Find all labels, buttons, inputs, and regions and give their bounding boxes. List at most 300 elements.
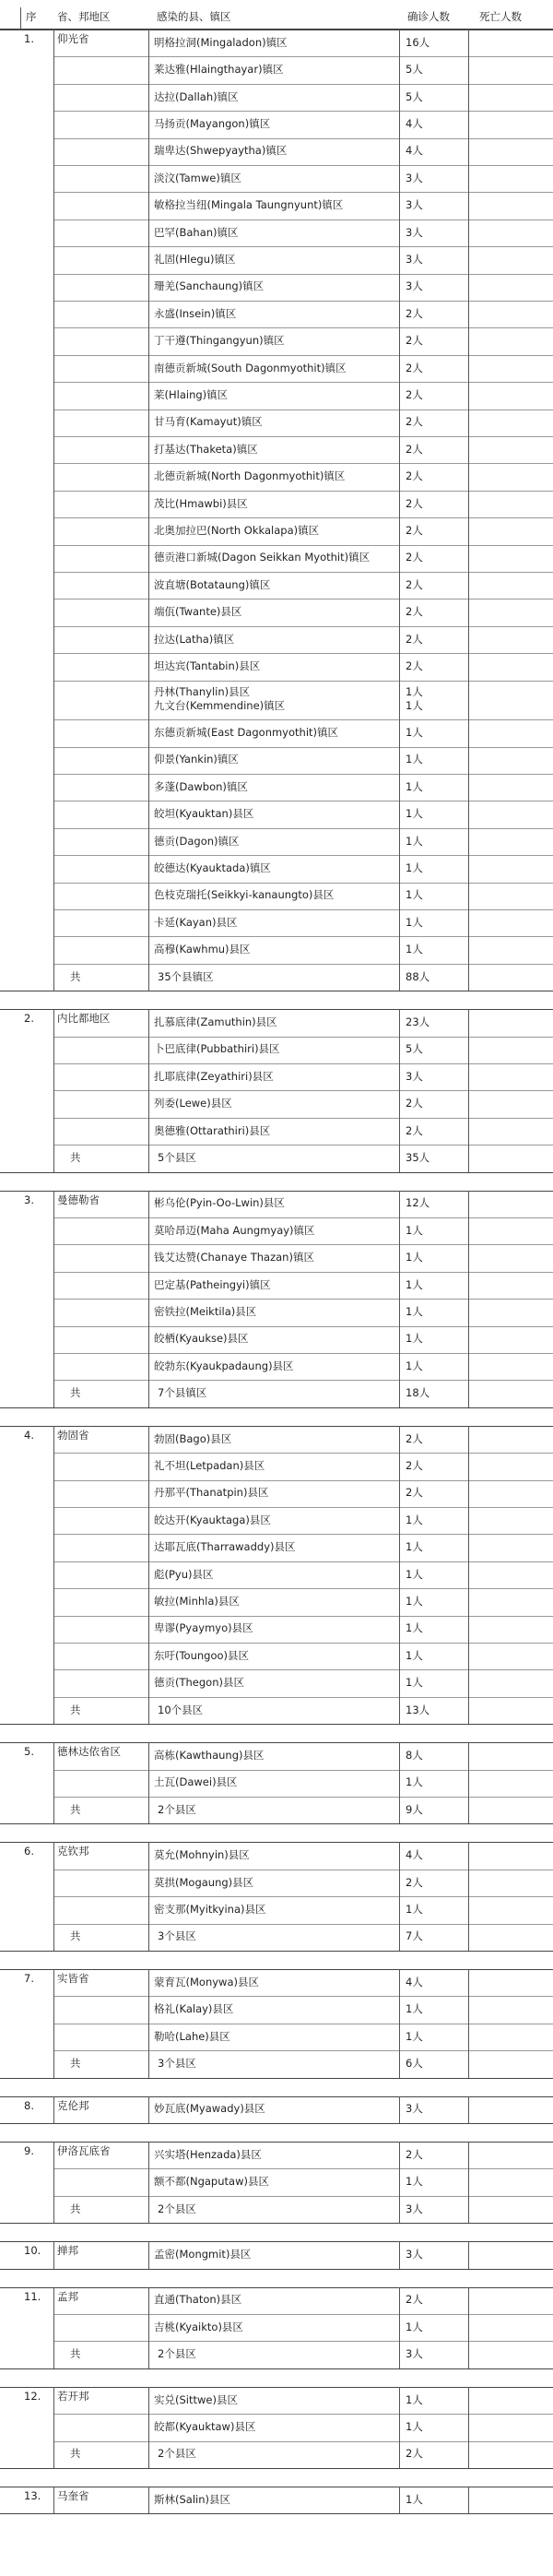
confirmed-count: 2人 <box>406 633 423 646</box>
row-divider <box>53 545 553 546</box>
row-divider <box>53 681 553 682</box>
township-name: 皎都(Kyauktaw)县区 <box>154 2420 256 2433</box>
group-bottom-border <box>0 2078 553 2079</box>
confirmed-count: 3人 <box>406 2248 423 2261</box>
column-divider <box>399 1426 400 1724</box>
group-total-count: 2个县区 <box>158 2448 196 2461</box>
row-divider <box>53 1924 553 1925</box>
confirmed-count: 4人 <box>406 145 423 158</box>
group-seq: 3. <box>24 1193 34 1206</box>
township-name: 色枝克瑞托(Seikkyi-kanaungto)县区 <box>154 889 335 902</box>
column-divider <box>53 2387 54 2468</box>
row-divider <box>53 828 553 829</box>
confirmed-count: 2人 <box>406 2148 423 2161</box>
group-region: 掸邦 <box>57 2245 78 2258</box>
township-name: 扎慕底律(Zamuthin)县区 <box>154 1015 277 1028</box>
group-total-count: 3个县区 <box>158 2057 196 2070</box>
township-name: 皎德达(Kyauktada)镇区 <box>154 861 271 874</box>
township-name: 明格拉洞(Mingaladon)镇区 <box>154 36 288 49</box>
group-total-count: 2个县区 <box>158 1803 196 1816</box>
group-region: 伊洛瓦底省 <box>57 2145 111 2158</box>
confirmed-count: 1人 <box>406 808 423 821</box>
group-total-confirmed: 7人 <box>406 1930 423 1943</box>
confirmed-count: 3人 <box>406 199 423 212</box>
township-name: 永盛(Insein)镇区 <box>154 307 237 320</box>
group-bottom-border <box>0 2223 553 2224</box>
confirmed-count: 5人 <box>406 90 423 103</box>
group-seq: 2. <box>24 1013 34 1026</box>
confirmed-count: 12人 <box>406 1197 430 1210</box>
group-total-label: 共 <box>70 1703 81 1716</box>
group-bottom-border <box>0 1172 553 1173</box>
row-divider <box>53 56 553 57</box>
column-divider <box>468 2487 469 2513</box>
township-name: 实兑(Sittwe)县区 <box>154 2393 238 2406</box>
row-divider <box>53 1453 553 1454</box>
township-name: 东德贡新城(East Dagonmyothit)镇区 <box>154 726 339 739</box>
group-seq: 4. <box>24 1429 34 1442</box>
township-name: 莫拱(Mogaung)县区 <box>154 1876 254 1889</box>
column-divider <box>53 30 54 991</box>
township-name: 孟密(Mongmit)县区 <box>154 2248 252 2261</box>
row-divider <box>53 1299 553 1300</box>
township-name: 德贡(Thegon)县区 <box>154 1677 244 1690</box>
row-divider <box>53 936 553 937</box>
row-divider <box>53 1534 553 1535</box>
township-name: 拉达(Latha)镇区 <box>154 633 235 646</box>
township-name: 淡汶(Tamwe)镇区 <box>154 172 241 184</box>
confirmed-count: 1人 <box>406 916 423 929</box>
township-name: 多蓬(Dawbon)镇区 <box>154 780 248 793</box>
group-seq: 1. <box>24 33 34 45</box>
row-divider <box>53 1217 553 1218</box>
confirmed-count: 1人 <box>406 2003 423 2016</box>
township-name: 密支那(Myitkyina)县区 <box>154 1903 266 1916</box>
row-divider <box>53 964 553 965</box>
column-divider <box>468 1009 469 1171</box>
column-divider <box>148 2142 149 2223</box>
row-divider <box>53 1063 553 1064</box>
row-divider <box>53 2341 553 2342</box>
group-top-border <box>0 1009 553 1010</box>
group-total-confirmed: 9人 <box>406 1803 423 1816</box>
row-divider <box>53 84 553 85</box>
confirmed-count: 4人 <box>406 117 423 130</box>
township-name: 九文台(Kemmendine)镇区 <box>154 699 286 712</box>
group-top-border <box>0 2287 553 2288</box>
township-name: 直通(Thaton)县区 <box>154 2294 242 2307</box>
township-name: 坦达宾(Tantabin)县区 <box>154 659 261 672</box>
column-divider-header <box>20 7 21 30</box>
column-divider <box>148 1009 149 1171</box>
confirmed-count: 1人 <box>406 1677 423 1690</box>
township-name: 巴定基(Patheingyi)镇区 <box>154 1278 271 1291</box>
confirmed-count: 2人 <box>406 362 423 374</box>
group-region: 孟邦 <box>57 2290 78 2303</box>
confirmed-count: 2人 <box>406 307 423 320</box>
township-name: 彬乌伦(Pyin-Oo-Lwin)县区 <box>154 1197 285 1210</box>
confirmed-count: 2人 <box>406 659 423 672</box>
row-divider <box>53 2314 553 2315</box>
row-divider <box>53 2441 553 2442</box>
group-total-confirmed: 88人 <box>406 970 430 983</box>
township-name: 东吁(Toungoo)县区 <box>154 1649 250 1662</box>
group-seq: 6. <box>24 1846 34 1858</box>
group-top-border <box>0 1842 553 1843</box>
column-divider <box>399 2387 400 2468</box>
group-total-confirmed: 13人 <box>406 1703 430 1716</box>
row-divider <box>53 1896 553 1897</box>
township-name: 莫允(Mohnyin)县区 <box>154 1849 250 1862</box>
row-divider <box>53 747 553 748</box>
township-name: 勒哈(Lahe)县区 <box>154 2030 230 2043</box>
township-name: 瑞卑达(Shwepyaytha)镇区 <box>154 145 288 158</box>
township-name: 波直塘(Botataung)镇区 <box>154 578 271 591</box>
township-name: 吉桃(Kyaikto)县区 <box>154 2321 243 2333</box>
confirmed-count: 1人 <box>406 2030 423 2043</box>
township-name: 高栋(Kawthaung)县区 <box>154 1749 265 1762</box>
township-name: 德贡(Dagon)镇区 <box>154 835 240 848</box>
row-divider <box>53 1697 553 1698</box>
row-divider <box>53 883 553 884</box>
row-divider <box>53 774 553 775</box>
confirmed-count: 2人 <box>406 606 423 619</box>
township-name: 南德贡新城(South Dagonmyothit)镇区 <box>154 362 347 374</box>
group-bottom-border <box>0 1407 553 1408</box>
township-name: 卜巴底律(Pubbathiri)县区 <box>154 1043 280 1056</box>
township-name: 蒙育瓦(Monywa)县区 <box>154 1976 259 1988</box>
township-name: 礼不坦(Letpadan)县区 <box>154 1459 265 1472</box>
group-seq: 5. <box>24 1746 34 1759</box>
group-total-label: 共 <box>70 1387 81 1400</box>
confirmed-count: 3人 <box>406 1070 423 1083</box>
township-name: 北德贡新城(North Dagonmyothit)镇区 <box>154 470 346 483</box>
confirmed-count: 1人 <box>406 1622 423 1635</box>
confirmed-count: 2人 <box>406 524 423 537</box>
group-total-label: 共 <box>70 2448 81 2461</box>
column-divider <box>53 2287 54 2368</box>
township-name: 达耶瓦底(Tharrawaddy)县区 <box>154 1541 296 1554</box>
row-divider <box>53 1643 553 1644</box>
column-divider <box>53 1009 54 1171</box>
header-township: 感染的县、镇区 <box>157 11 231 23</box>
group-total-confirmed: 35人 <box>406 1151 430 1164</box>
township-name: 丁干遵(Thingangyun)镇区 <box>154 335 285 348</box>
row-divider <box>53 653 553 654</box>
column-divider <box>53 1426 54 1724</box>
group-bottom-border <box>0 2468 553 2469</box>
column-divider <box>148 1969 149 2078</box>
group-total-count: 3个县区 <box>158 1930 196 1943</box>
township-name: 额不都(Ngaputaw)县区 <box>154 2176 269 2189</box>
header-seq: 序 <box>26 11 37 23</box>
confirmed-count: 2人 <box>406 1432 423 1445</box>
row-divider <box>53 111 553 112</box>
confirmed-count: 5人 <box>406 64 423 77</box>
row-divider <box>53 301 553 302</box>
row-divider <box>53 1353 553 1354</box>
confirmed-count: 1人 <box>406 835 423 848</box>
confirmed-count: 3人 <box>406 172 423 184</box>
township-name: 德贡港口新城(Dagon Seikkan Myothit)镇区 <box>154 552 371 564</box>
confirmed-count: 2人 <box>406 1487 423 1500</box>
group-seq: 8. <box>24 2099 34 2112</box>
header-region: 省、邦地区 <box>57 11 111 23</box>
column-divider <box>53 1742 54 1823</box>
row-divider <box>53 192 553 193</box>
group-total-count: 2个县区 <box>158 2348 196 2361</box>
township-name: 礼固(Hlegu)镇区 <box>154 253 236 266</box>
township-name: 卑谬(Pyaymyo)县区 <box>154 1622 253 1635</box>
group-bottom-border <box>0 1823 553 1824</box>
confirmed-count: 1人 <box>406 1305 423 1318</box>
group-top-border <box>0 1191 553 1192</box>
column-divider <box>399 2142 400 2223</box>
confirmed-count: 2人 <box>406 470 423 483</box>
township-name: 敏格拉当纽(Mingala Taungnyunt)镇区 <box>154 199 344 212</box>
confirmed-count: 1人 <box>406 1333 423 1346</box>
column-divider <box>148 1842 149 1951</box>
row-divider <box>53 2196 553 2197</box>
confirmed-count: 1人 <box>406 1252 423 1264</box>
group-top-border <box>0 1426 553 1427</box>
row-divider <box>53 1616 553 1617</box>
column-divider <box>468 1191 469 1407</box>
confirmed-count: 1人 <box>406 2393 423 2406</box>
row-divider <box>53 1272 553 1273</box>
confirmed-count: 1人 <box>406 1514 423 1526</box>
column-divider <box>148 1426 149 1724</box>
column-divider <box>468 2241 469 2268</box>
row-divider <box>53 1507 553 1508</box>
group-bottom-border <box>0 1724 553 1725</box>
township-name: 列委(Lewe)县区 <box>154 1098 232 1110</box>
confirmed-count: 1人 <box>406 1903 423 1916</box>
column-divider <box>468 2287 469 2368</box>
group-total-confirmed: 3人 <box>406 2348 423 2361</box>
row-divider <box>53 491 553 492</box>
row-divider <box>53 138 553 139</box>
confirmed-count: 1人 <box>406 1278 423 1291</box>
confirmed-count: 2人 <box>406 552 423 564</box>
group-top-border <box>0 2387 553 2388</box>
column-divider <box>468 2387 469 2468</box>
confirmed-count: 1人 <box>406 1541 423 1554</box>
row-divider <box>53 436 553 437</box>
confirmed-count: 3人 <box>406 253 423 266</box>
confirmed-count: 23人 <box>406 1015 430 1028</box>
row-divider <box>53 382 553 383</box>
group-top-border <box>0 2142 553 2143</box>
township-name: 马扬贡(Mayangon)镇区 <box>154 117 271 130</box>
township-name: 莱(Hlaing)镇区 <box>154 388 229 401</box>
group-seq: 10. <box>24 2245 41 2258</box>
row-divider <box>53 572 553 573</box>
group-bottom-border <box>0 2123 553 2124</box>
confirmed-count: 1人 <box>406 726 423 739</box>
column-divider <box>148 2487 149 2513</box>
header-confirmed: 确诊人数 <box>407 11 450 23</box>
township-name: 打基达(Thaketa)镇区 <box>154 443 258 456</box>
confirmed-count: 16人 <box>406 36 430 49</box>
confirmed-count: 3人 <box>406 2103 423 2116</box>
group-bottom-border <box>0 2368 553 2369</box>
township-name: 高穆(Kawhmu)县区 <box>154 944 251 956</box>
group-total-label: 共 <box>70 970 81 983</box>
group-region: 勃固省 <box>57 1429 89 1442</box>
column-divider <box>468 2142 469 2223</box>
column-divider <box>399 1191 400 1407</box>
group-total-label: 共 <box>70 1930 81 1943</box>
row-divider <box>53 463 553 464</box>
column-divider <box>148 30 149 991</box>
group-bottom-border <box>0 2513 553 2514</box>
row-divider <box>53 2414 553 2415</box>
confirmed-count: 2人 <box>406 335 423 348</box>
column-divider <box>399 2287 400 2368</box>
township-name: 莱达雅(Hlaingthayar)镇区 <box>154 64 284 77</box>
row-divider <box>53 626 553 627</box>
column-divider <box>468 30 469 991</box>
confirmed-count: 1人 <box>406 1776 423 1789</box>
group-top-border <box>0 2096 553 2097</box>
group-total-label: 共 <box>70 2057 81 2070</box>
township-name: 丹那平(Thanatpin)县区 <box>154 1487 269 1500</box>
group-region: 德林达依省区 <box>57 1746 121 1759</box>
township-name: 彪(Pyu)县区 <box>154 1568 214 1581</box>
group-region: 内比都地区 <box>57 1013 111 1026</box>
township-name: 仰景(Yankin)镇区 <box>154 754 239 766</box>
group-total-count: 5个县区 <box>158 1151 196 1164</box>
row-divider <box>53 855 553 856</box>
column-divider <box>53 2241 54 2268</box>
row-divider <box>53 1797 553 1798</box>
group-total-count: 7个县镇区 <box>158 1387 207 1400</box>
township-name: 北奥加拉巴(North Okkalapa)镇区 <box>154 524 320 537</box>
group-total-confirmed: 18人 <box>406 1387 430 1400</box>
column-divider <box>399 1969 400 2078</box>
group-region: 曼德勒省 <box>57 1193 100 1206</box>
row-divider <box>53 1118 553 1119</box>
column-divider <box>399 30 400 991</box>
row-divider <box>53 1669 553 1670</box>
confirmed-count: 2人 <box>406 1124 423 1137</box>
confirmed-count: 2人 <box>406 1876 423 1889</box>
column-divider <box>53 1969 54 2078</box>
confirmed-count: 1人 <box>406 1649 423 1662</box>
column-divider <box>53 1842 54 1951</box>
group-region: 马奎省 <box>57 2490 89 2503</box>
confirmed-count: 2人 <box>406 388 423 401</box>
group-top-border <box>0 1742 553 1743</box>
column-divider <box>468 1742 469 1823</box>
column-divider <box>468 1426 469 1724</box>
confirmed-count: 1人 <box>406 1359 423 1372</box>
row-divider <box>53 1244 553 1245</box>
group-region: 若开邦 <box>57 2390 89 2403</box>
column-divider <box>148 1742 149 1823</box>
township-name: 敏拉(Minhla)县区 <box>154 1595 240 1608</box>
confirmed-count: 1人 <box>406 2420 423 2433</box>
confirmed-count: 1人 <box>406 889 423 902</box>
confirmed-count: 1人 <box>406 685 423 698</box>
confirmed-count: 1人 <box>406 1224 423 1237</box>
group-bottom-border <box>0 1951 553 1952</box>
row-divider <box>53 1090 553 1091</box>
row-divider <box>53 909 553 910</box>
township-name: 皎坦(Kyauktan)县区 <box>154 808 254 821</box>
confirmed-count: 1人 <box>406 2321 423 2333</box>
confirmed-count: 1人 <box>406 861 423 874</box>
row-divider <box>53 1037 553 1038</box>
column-divider <box>148 2287 149 2368</box>
township-name: 兴实塔(Henzada)县区 <box>154 2148 262 2161</box>
township-name: 达拉(Dallah)镇区 <box>154 90 239 103</box>
confirmed-count: 2人 <box>406 1459 423 1472</box>
header-deaths: 死亡人数 <box>479 11 522 23</box>
column-divider <box>468 1969 469 2078</box>
row-divider <box>53 1380 553 1381</box>
confirmed-count: 1人 <box>406 2176 423 2189</box>
confirmed-count: 2人 <box>406 497 423 510</box>
confirmed-count: 1人 <box>406 754 423 766</box>
row-divider <box>53 1561 553 1562</box>
group-total-confirmed: 6人 <box>406 2057 423 2070</box>
group-top-border <box>0 2241 553 2242</box>
confirmed-count: 1人 <box>406 699 423 712</box>
row-divider <box>53 719 553 720</box>
confirmed-count: 1人 <box>406 944 423 956</box>
confirmed-count: 4人 <box>406 1976 423 1988</box>
group-total-label: 共 <box>70 2348 81 2361</box>
confirmed-count: 5人 <box>406 1043 423 1056</box>
row-divider <box>53 2168 553 2169</box>
column-divider <box>468 1842 469 1951</box>
column-divider <box>53 2096 54 2123</box>
confirmed-count: 2人 <box>406 416 423 429</box>
column-divider <box>148 2096 149 2123</box>
row-divider <box>53 1770 553 1771</box>
township-name: 甘马育(Kamayut)镇区 <box>154 416 263 429</box>
column-divider <box>399 1742 400 1823</box>
row-divider <box>53 1480 553 1481</box>
confirmed-count: 3人 <box>406 226 423 239</box>
confirmed-count: 2人 <box>406 2294 423 2307</box>
township-name: 扎耶底律(Zeyathiri)县区 <box>154 1070 274 1083</box>
column-divider <box>399 1842 400 1951</box>
township-name: 珊羌(Sanchaung)镇区 <box>154 280 265 293</box>
confirmed-count: 1人 <box>406 2493 423 2506</box>
township-name: 钱艾达赞(Chanaye Thazan)镇区 <box>154 1252 314 1264</box>
group-top-border <box>0 1969 553 1970</box>
confirmed-count: 2人 <box>406 443 423 456</box>
township-name: 斯林(Salin)县区 <box>154 2493 230 2506</box>
township-name: 茂比(Hmawbi)县区 <box>154 497 248 510</box>
row-divider <box>53 1326 553 1327</box>
group-total-count: 2个县区 <box>158 2202 196 2215</box>
group-region: 克钦邦 <box>57 1846 89 1858</box>
confirmed-count: 1人 <box>406 1595 423 1608</box>
group-seq: 12. <box>24 2390 41 2403</box>
group-seq: 13. <box>24 2490 41 2503</box>
group-total-label: 共 <box>70 1151 81 1164</box>
column-divider <box>399 2096 400 2123</box>
township-name: 土瓦(Dawei)县区 <box>154 1776 238 1789</box>
confirmed-count: 3人 <box>406 280 423 293</box>
group-total-count: 35个县镇区 <box>158 970 214 983</box>
column-divider <box>53 2142 54 2223</box>
township-name: 妙瓦底(Myawady)县区 <box>154 2103 265 2116</box>
